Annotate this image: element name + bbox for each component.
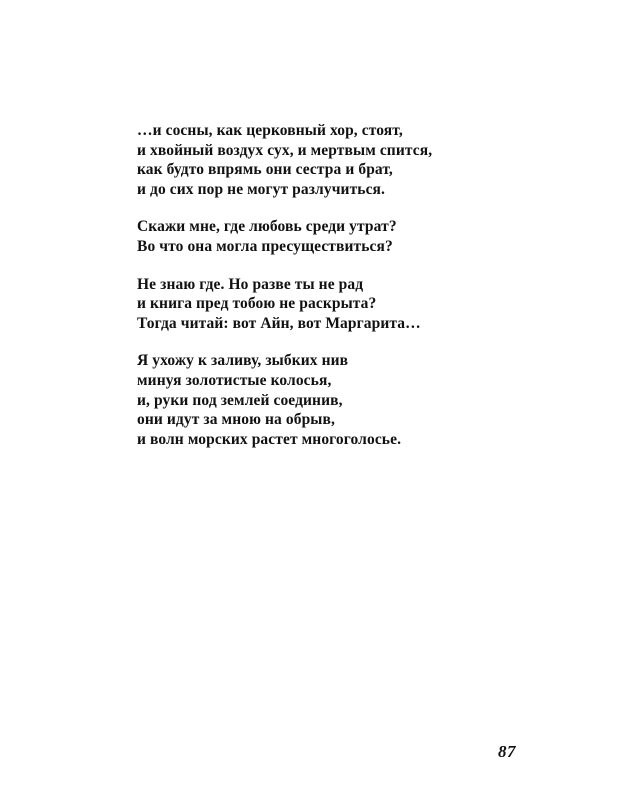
- poem-line: как будто впрямь они сестра и брат,: [137, 161, 393, 179]
- stanza-1: [137, 121, 497, 199]
- poem-line: и хвойный воздух сух, и мертвым спится,: [137, 141, 433, 159]
- poem-line: минуя золотистые колосья,: [137, 371, 332, 389]
- poem-line: …и сосны, как церковный хор, стоят,: [137, 122, 403, 139]
- stanza-4: [137, 351, 497, 449]
- poem-line: Я ухожу к заливу, зыбких нив: [137, 352, 349, 370]
- poem-line: и, руки под землей соединив,: [137, 391, 343, 409]
- poem-line: и до сих пор не могут разлучиться.: [137, 180, 386, 198]
- poem-text: [137, 121, 497, 467]
- stanza-3: [137, 275, 497, 334]
- poem-line: Тогда читай: вот Айн, вот Маргарита…: [137, 314, 421, 332]
- poem-line: и волн морских растет многоголосье.: [137, 430, 402, 448]
- page-number: 87: [498, 742, 516, 761]
- poem-line: Не знаю где. Но разве ты не рад: [137, 275, 364, 293]
- poem-line: Скажи мне, где любовь среди утрат?: [137, 218, 397, 236]
- poem-line: и книга пред тобою не раскрыта?: [137, 295, 377, 313]
- poem-line: они идут за мною на обрыв,: [137, 411, 335, 429]
- poem-line: Во что она могла пресуществиться?: [137, 237, 393, 255]
- stanza-2: [137, 217, 497, 256]
